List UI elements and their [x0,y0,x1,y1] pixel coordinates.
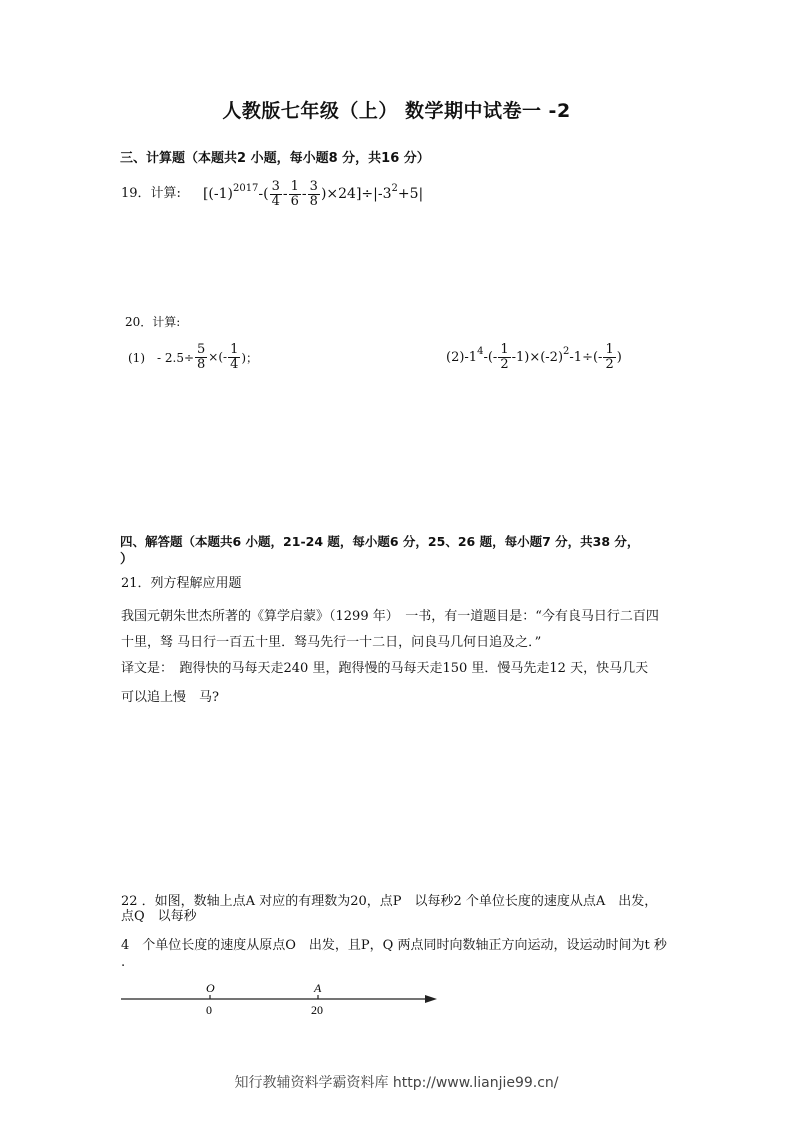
q21-paragraph-line-1: 我国元朝朱世杰所著的《算学启蒙》（1299 年） 一书，有一道题目是：“今有良马日行二百四 [121,609,659,624]
q20-p2-fraction-a [498,343,510,372]
q19-expr-part2: -( [258,186,269,202]
section-4-heading-line-2: ） [120,552,134,567]
number-line-arrowhead [425,995,437,1003]
q22-line-1: 22 ．如图，数轴上点A 对应的有理数为20，点P 以每秒2 个单位长度的速度从点A 出发， [121,894,658,909]
q19-f2-numerator: 1 [290,178,299,194]
q20-label: 20．计算: [125,315,181,329]
q20-p1-fb-denominator: 4 [230,356,239,372]
q19-exponent-1: 2017 [232,182,259,194]
q20-p2-fraction-b [603,343,615,372]
q19-expr-part1: [(-1) [202,186,233,202]
footer-watermark: 知行教辅资料学霸资料库 http://www.lianjie99.cn/ [234,1075,559,1091]
q19-f1-denominator: 4 [271,193,280,209]
q19-exponent-2: 2 [391,182,398,194]
q19-fraction-1 [270,180,282,209]
question-19 [121,176,423,212]
q21-paragraph-line-3: 译文是： 跑得快的马每天走240 里，跑得慢的马每天走150 里．慢马先走12 天，快马几天 [121,661,649,676]
point-o-label: O [206,981,215,995]
point-a-label: A [314,981,322,995]
q19-fraction-3 [308,180,320,209]
q22-line-3: 4 个单位长度的速度从原点O 出发，且P，Q 两点同时向数轴正方向运动，设运动时间为t 秒 [121,938,667,953]
q20-p1-fraction-a [195,343,207,372]
q20-p1-prefix: (1) - 2.5÷ [128,350,195,365]
number-line-diagram [115,978,445,1020]
q19-f1-numerator: 3 [271,178,280,194]
section-4-heading [120,532,680,567]
q19-f3-denominator: 8 [309,193,318,209]
q20-part-2 [446,340,622,374]
q19-f2-denominator: 6 [290,193,299,209]
q19-expr-part4: +5| [397,186,424,202]
q19-minus-2: - [301,186,307,202]
q20-p2-exponent-2: 2 [563,345,570,357]
q21-paragraph-line-2: 十里，驽 马日行一百五十里．驽马先行一十二日，问良马几何日追及之．” [121,635,542,650]
q19-expr-part3: )×24]÷|-3 [320,186,392,202]
q20-p1-fa-numerator: 5 [197,341,206,357]
section-4-heading-line-1: 四、解答题（本题共6 小题，21-24 题，每小题6 分，25、26 题，每小题7 分，共38 分， [120,534,640,549]
q20-p1-fa-denominator: 8 [197,356,206,372]
q20-p2-c: -1÷(- [569,349,603,365]
q21-label: 21．列方程解应用题 [121,576,242,591]
q22-line-4: . [121,955,126,970]
q20-p2-exponent-1: 4 [477,345,484,357]
page-title: 人教版七年级（上） 数学期中试卷一 -2 [222,100,571,122]
q20-part-1 [128,340,258,374]
q20-p1-end: )； [241,350,259,365]
q20-p2-fb-denominator: 2 [605,356,614,372]
q20-p2-fa-numerator: 1 [500,341,509,357]
q20-p1-mid: ×(- [208,350,228,364]
q20-p2-b: -1)×(-2) [511,349,564,365]
q21-paragraph-line-4: 可以追上慢 马? [121,690,219,705]
section-3-heading: 三、计算题（本题共2 小题，每小题8 分，共16 分） [120,151,430,166]
q20-p1-fb-numerator: 1 [230,341,239,357]
q19-minus-1: - [282,186,288,202]
q20-p2-prefix: (2)-1 [446,349,478,365]
point-a-value: 20 [311,1003,323,1017]
point-o-value: 0 [206,1003,212,1017]
q20-p1-fraction-b [228,343,240,372]
q20-p2-a: -(- [483,349,498,365]
q19-f3-numerator: 3 [309,178,318,194]
q22-line-2: 点Q 以每秒 [121,909,197,924]
q19-label: 19．计算: [121,186,181,201]
q19-fraction-2 [289,180,301,209]
q20-p2-d: ) [616,349,622,365]
q20-p2-fa-denominator: 2 [500,356,509,372]
q20-p2-fb-numerator: 1 [605,341,614,357]
